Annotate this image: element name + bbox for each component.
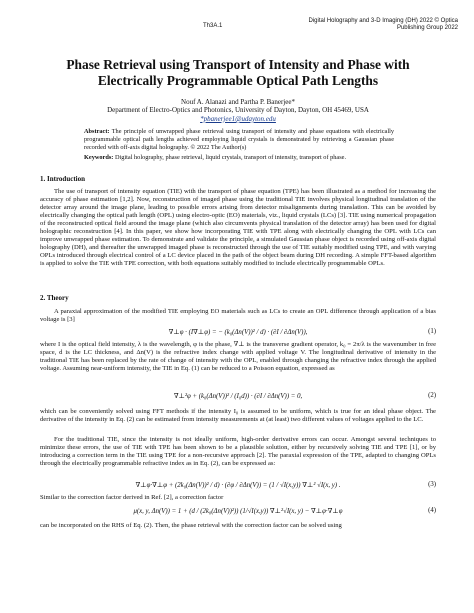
theory-text-4: For the traditional TIE, since the intensity is not ideally uniform, high-order derivative errors can occur. Amongst several techniques to minimize these errors, the use of TIE with TPE has been shown to be a plausible solution, either by recursively solving TIE and TPE [1], or by introducing a correction term in the TIE using TPE for a non-recursive approach [2]. The paraxial expression of the TPE, adapted to changing OPLs through the electrically programmable refractive index as in Eq. (2), can be expressed as: (40, 436, 436, 468)
conference-code: Th3A.1 (203, 23, 223, 29)
publisher-line-2: Publishing Group 2022 (396, 25, 458, 31)
theory-paragraph-3 (40, 408, 436, 424)
keywords-text: Digital holography, phase retrieval, liquid crystals, transport of intensity, transport of phase. (113, 154, 347, 161)
equation-1-expression: ∇⊥φ · (I∇⊥φ) = − (k₀(Δn(V))² / d) · (∂I / ∂Δn(V)), (168, 329, 308, 336)
equation-1-number: (1) (428, 328, 436, 335)
intro-paragraph: The use of transport of intensity equation (TIE) with the transport of phase equation (TPE) has been illustrated as a method for increasing the accuracy of phase estimation [1,2]. Now, reconstruction of imaged phase using the traditional TIE involves physical longitudinal translation of the detector array around the image plane, leading to possible errors arising from detector misalignments during translation. This can be avoided by electrically changing the optical path length (OPL) using electro-optic (EO) materials, viz., liquid crystals (LCs) [3]. TIE using numerical propagation of the reconstructed optical field around the image plane (which also circumvents physical translation of the detector array) has been used for digital holographic reconstruction [4]. In this paper, we show how incorporating TIE with TPE along with electrically changing the OPL with LCs can improve unwrapped phase estimation. To demonstrate and validate the principle, a simulated Gaussian phase object is recorded using off-axis digital holography (DH), and thereafter the unwrapped imaged phase is reconstructed through the use of TIE suitably modified using TPE, and with varying OPLs introduced through electrical control of a LC device placed in the path of the object beam during DH recording. A simple FFT-based algorithm is applied to solve the TIE with TPE correction, with both equations suitably modified to include electrically programmable OPLs. (40, 188, 436, 268)
author-block (60, 98, 416, 123)
publisher-line-1: Digital Holography and 3-D Imaging (DH) 2022 © Optica (308, 18, 458, 24)
equation-2-number: (2) (428, 392, 436, 399)
theory-text-6: can be incorporated on the RHS of Eq. (2). Then, the phase retrieval with the correction factor can be solved using (40, 522, 342, 529)
equation-2 (40, 388, 436, 406)
section-heading-theory: 2. Theory (40, 294, 69, 302)
abstract-text: The principle of unwrapped phase retrieval using transport of intensity and phase equations with electrically programmable optical path lengths achieved employing liquid crystals is demonstrated by retrieving a Gaussian phase recorded with off-axis digital holography. © 2022 The Author(s) (84, 128, 394, 151)
theory-text-3: which can be conveniently solved using FFT methods if the intensity I₀ is assumed to be uniform, which is true for an ideal phase object. The derivative of the intensity in Eq. (2) can be estimated from intensity measurements at (at least) two different values of voltages applied to the LC. (40, 408, 436, 424)
equation-3 (40, 477, 436, 495)
theory-text-5: Similar to the correction factor derived in Ref. [2], a correction factor (40, 494, 224, 501)
section-heading-introduction: 1. Introduction (40, 175, 85, 183)
introduction-body (40, 188, 436, 268)
equation-3-number: (3) (428, 481, 436, 488)
equation-1 (40, 324, 436, 342)
paper-title (38, 57, 438, 89)
theory-paragraph-5 (40, 494, 436, 502)
equation-2-expression: ∇⊥²φ + (k₀(Δn(V))² / (I₀d)) · (∂I / ∂Δn(V)) = 0, (173, 393, 303, 400)
title-line-1: Phase Retrieval using Transport of Intensity and Phase with (66, 57, 410, 72)
equation-4 (40, 503, 436, 521)
title-line-2: Electrically Programmable Optical Path Lengths (97, 73, 379, 88)
equation-4-expression: μ(x, y, Δn(V)) = 1 + (d / (2k₀(Δn(V))²)) (1/√I(x,y)) ∇⊥²√I(x, y) − ∇⊥φ·∇⊥φ (133, 508, 343, 515)
theory-text-2: where I is the optical field intensity, λ is the wavelength, φ is the phase, ∇⊥ is the transverse gradient operator, k₀ = 2π/λ is the wavenumber in free space, d is the LC thickness, and Δn(V) is the refractive index change with applied voltage V. The longitudinal derivative of intensity in the traditional TIE has been replaced by the rate of change of intensity with the OPL, enabled through changing the refractive index through the applied voltage. Assuming near-uniform intensity, the TIE in Eq. (1) can be reduced to a Poisson equation, expressed as (40, 341, 436, 373)
keywords (84, 154, 394, 162)
affiliation: Department of Electro-Optics and Photonics, University of Dayton, Dayton, OH 45469, USA (107, 106, 369, 115)
publisher-header (288, 18, 458, 32)
equation-4-number: (4) (428, 507, 436, 514)
theory-paragraph-1 (40, 308, 436, 324)
theory-paragraph-6 (40, 522, 436, 530)
theory-text-1: A paraxial approximation of the modified TIE employing EO materials such as LCs to create an OPL difference through application of a bias voltage is [3] (40, 308, 436, 324)
equation-3-expression: ∇⊥φ·∇⊥φ + (2k₀(Δn(V))² / d) · (∂φ / ∂Δn(V)) = (1 / √I(x,y)) ∇⊥² √I(x, y) . (135, 482, 341, 489)
keywords-label: Keywords: (84, 154, 114, 161)
abstract-label: Abstract: (84, 128, 110, 135)
corresponding-email-link[interactable]: *pbanerjee1@udayton.edu (200, 114, 276, 123)
theory-paragraph-4 (40, 436, 436, 468)
theory-paragraph-2 (40, 341, 436, 373)
abstract (84, 128, 394, 151)
author-names: Nouf A. Alanazi and Partha P. Banerjee* (181, 98, 295, 106)
